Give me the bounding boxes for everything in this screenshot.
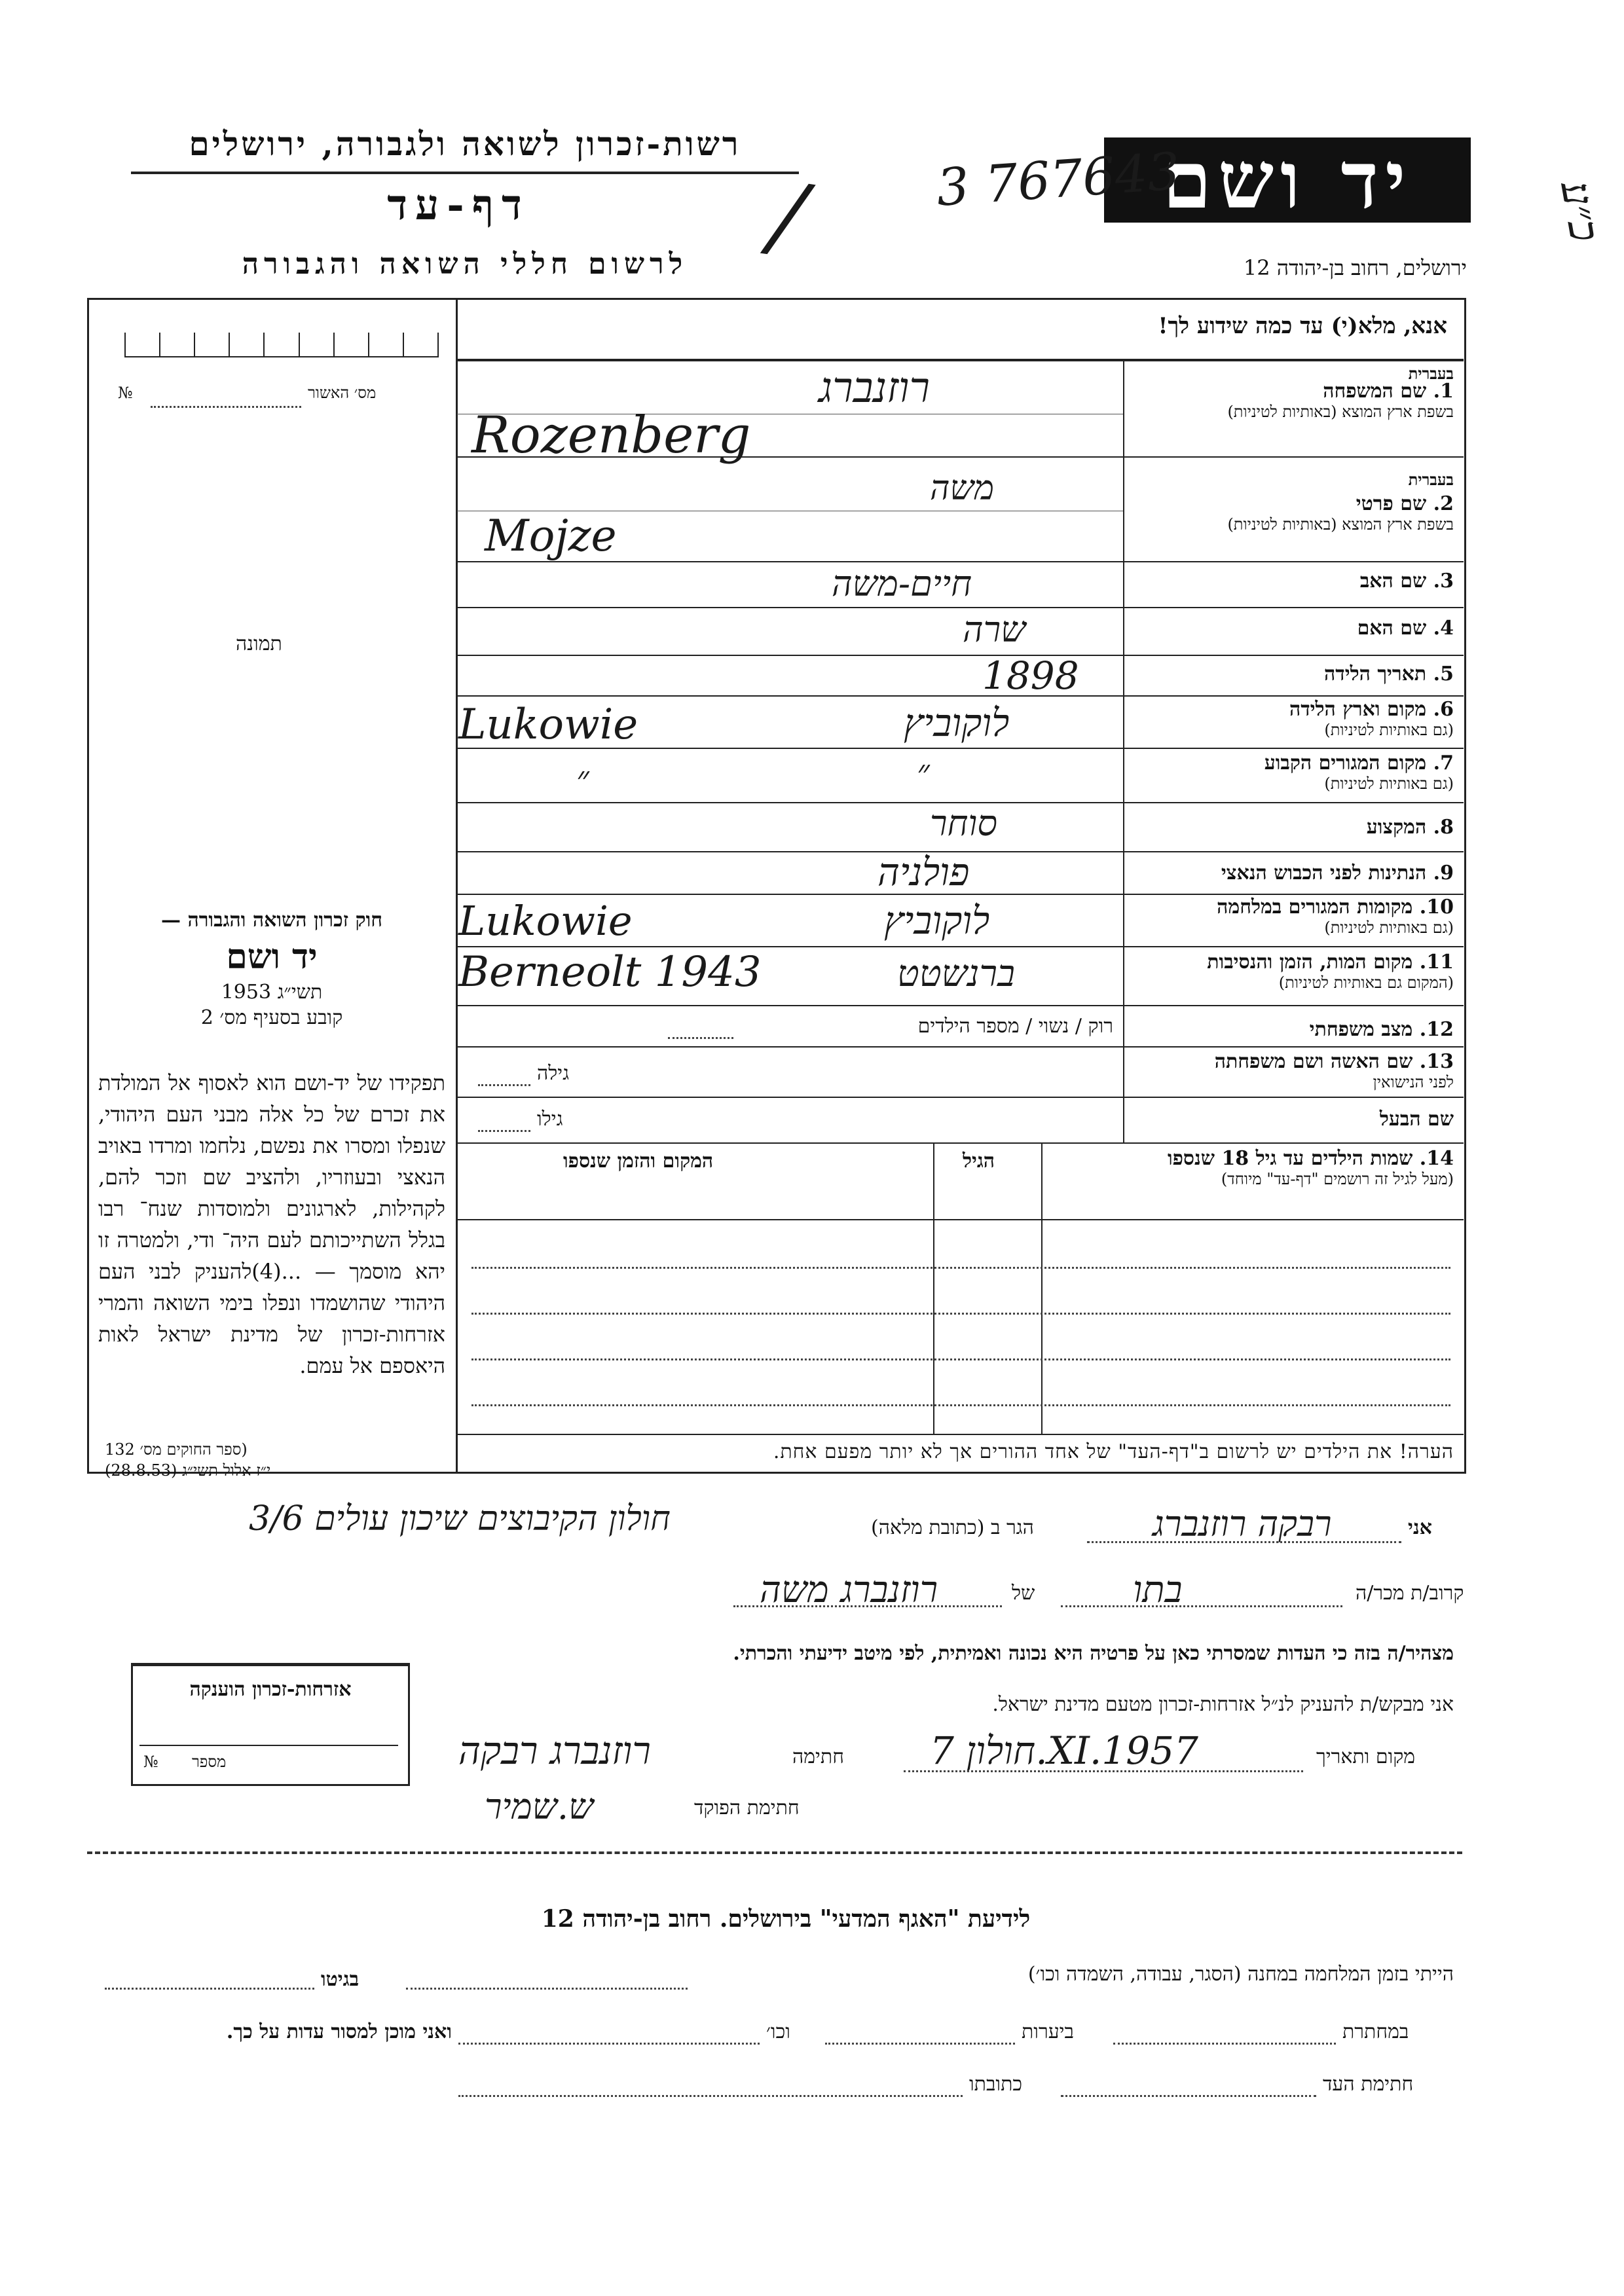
intro-text: אנא, מלא(י) עד כמה שידוע לך! [1158,313,1447,339]
camp-line [406,1988,688,1990]
husband-age-line [478,1130,530,1132]
death-place-hebrew: ברנשטט [897,953,1016,995]
field-profession: 8. המקצוע [1366,816,1454,839]
margin-stroke: / [765,162,811,272]
surname-latin: Rozenberg [471,406,751,465]
children-row [471,1267,1450,1269]
field-father-name: 3. שם האב [1359,570,1454,592]
nationality-value: פולניה [877,850,970,894]
of-name-line [733,1605,1002,1607]
children-count-line [668,1037,733,1039]
footer-witness-signature: חתימת העד [1323,2073,1414,2096]
hebrew-tag: בעברית [1408,470,1454,489]
yad-vashem-logo: יד ושם [1104,137,1471,223]
death-place-latin: Berneolt 1943 [458,948,762,996]
row-line [457,946,1464,947]
row-line [457,1097,1464,1098]
children-table-bottom [457,1434,1464,1435]
row-line [457,1142,1464,1144]
children-col-divider [933,1142,934,1434]
relative-label: קרוב/ת מכר/ה [1356,1582,1464,1605]
declarant-name: רבקה רוזנברג [1153,1503,1332,1544]
husband-age-label: גילו [537,1108,563,1131]
resides-label: הגר ב (כתובת מלאה) [871,1516,1034,1539]
field-nationality: 9. הנתינות לפני הכבוש הנאצי [1221,862,1454,884]
footer-separator [87,1851,1462,1854]
witness-signature-line [1061,2095,1316,2097]
field-marital-status: 12. מצב משפחתי [1309,1018,1454,1041]
note: הערה! את הילדים יש לרשום ב"דף-העד" של אחד ההורים אך לא יותר מפעם אחת. [773,1440,1454,1463]
row-line [457,655,1464,656]
law-ref-2: י״ז אלול תשי״ג (28.8.53) [105,1461,271,1480]
relation-line [1061,1605,1342,1607]
wife-age-label: גילה [537,1062,570,1085]
field-mother-name: 4. שם האם [1357,617,1454,640]
approval-boxes [124,333,439,357]
residence-hebrew: ״ [917,753,930,792]
underground-line [1113,2043,1336,2045]
law-block: חוק זכרון השואה והגבורה — יד ושם תשי״ג 1953 קובע בסעיף מס׳ 2 [161,909,382,1029]
field-first-name: 2. שם פרטי בשפת ארץ המוצא (באותיות לטיניות) [1227,492,1454,534]
form-title: דף-עד [387,181,530,230]
children-row [471,1358,1450,1360]
marital-status-options: רוק / נשוי / מספר הילדים [917,1015,1113,1038]
place-date-label: מקום ותאריך [1316,1745,1416,1768]
wife-age-line [478,1084,530,1086]
law-text: תפקידו של יד-ושם הוא לאסוף אל המולדת את זכרם של כל אלה מבני העם היהודי, שנפלו ומסרו את נפשם, נלחמו ומרדו באויב הנאצי ובעוזריו, ולהציב שם וזכר להם, לקהילות, לארגונים ולמוסדות שנח־ רבו בגלל השתייכותם לעם היה־ ודי, ולמטרה זו יהא מוסמך — ...(4)להעניק לבני העם היהודי שהושמדו ונפלו בימי השואה והמרי אזרחות-זכרון של מדינת ישראל לאות היאספם אל עמם. [98,1070,446,1378]
field-birth-place: 6. מקום וארץ הלידה (גם באותיות לטיניות) [1289,698,1454,739]
hebrew-tag: בעברית [1408,364,1454,383]
children-col-divider [1041,1142,1043,1434]
place-date-value: חולון 7.XI.1957 [930,1728,1198,1773]
left-column-divider [456,300,458,1472]
declarant-address: חולון הקיבוצים שיכון עולים 3/6 [249,1499,671,1539]
institution-name: רשות-זכרון לשואה ולגבורה, ירושלים [189,124,741,163]
institution-underline [131,172,799,174]
footer-etc: וכו׳ [766,2020,790,2043]
footer-line1: הייתי בזמן המלחמה במחנה (הסגר, עבודה, השמדה וכו׳) [1027,1963,1454,1986]
row-line [457,607,1464,608]
row-line [457,1046,1464,1048]
of-label: של [1012,1582,1035,1605]
place-date-line [904,1770,1303,1772]
of-name: רוזנברג משה [760,1569,938,1611]
citizenship-box: אזרחות-זכרון הוענקה № מספר [131,1663,410,1786]
footer-address: כתובתו [969,2073,1023,2096]
margin-note: כ״ע [1551,177,1610,246]
children-col-place: המקום והזמן שנספו [563,1150,714,1173]
approval-no: № [118,384,133,402]
children-row [471,1404,1450,1406]
photo-label: תמונה [236,632,282,655]
first-name-latin: Mojze [485,511,617,561]
children-col-age: הגיל [963,1150,995,1173]
approval-label: מס׳ האשור [308,384,377,402]
official-signature: ש.שמיר [485,1786,594,1827]
footer-ghetto: בגיטו [321,1968,360,1991]
birth-place-latin: Lukowie [458,701,638,749]
stamp-number: 3 767643 [934,142,1182,218]
ghetto-line [105,1988,314,1990]
children-row [471,1313,1450,1315]
field-wartime-residence: 10. מקומות המגורים במלחמה (גם באותיות לטיניות) [1217,896,1454,937]
row-line [457,1005,1464,1006]
field-birth-date: 5. תאריך הלידה [1324,663,1454,685]
approval-line [151,406,301,408]
mother-name-value: שרה [963,609,1026,650]
value-column-divider [1123,360,1124,1142]
declaration-request: אני מבקש/ת להעניק לנ״ל אזרחות-זכרון מטעם מדינת ישראל. [992,1693,1454,1716]
relation-value: בתו [1133,1569,1183,1611]
official-signature-label: חתימת הפוקד [694,1796,800,1819]
forests-line [825,2043,1015,2045]
field-surname: 1. שם המשפחה בשפת ארץ המוצא (באותיות לטיניות) [1227,380,1454,421]
field-death-place: 11. מקום המות, הזמן והנסיבות (המקום גם באותיות לטיניות) [1207,951,1454,992]
footer-forests: ביערות [1022,2020,1075,2043]
footer-underground: במחתרת [1342,2020,1409,2043]
address: ירושלים, רחוב בן-יהודה 12 [1243,255,1467,280]
wartime-residence-latin: Lukowie [458,897,633,945]
witness-address-line [458,2095,963,2097]
field-husband-name: שם הבעל [1379,1108,1454,1131]
profession-value: סוחר [930,803,998,844]
etc-line [458,2043,760,2045]
birth-place-hebrew: לוקוביץ [904,701,1010,745]
father-name-value: חיים-משה [832,563,972,604]
wartime-residence-hebrew: לוקוביץ [884,898,990,943]
footer-title: לידיעת "האגף המדעי" בירושלים. רחוב בן-יהודה 12 [541,1905,1031,1933]
declaration-ani: אני [1408,1516,1432,1539]
intro-bar-bottom [457,359,1464,361]
law-ref-1: (ספר החוקים מס׳ 132 [105,1440,248,1459]
field-residence: 7. מקום המגורים הקבוע (גם באותיות לטיניות) [1264,752,1454,793]
row-line [457,695,1464,697]
birth-date-value: 1898 [982,653,1079,698]
field-wife-name: 13. שם האשה ושם משפחתה לפני הנישואין [1214,1050,1454,1091]
children-row-line [457,1219,1464,1220]
children-header: 14. שמות הילדים עד גיל 18 שנספו (מעל לגיל זה רושמים "דף-עד" מיוחד) [1167,1147,1454,1188]
declarant-name-line [1087,1541,1401,1543]
signature: רוזנברג רבקה [458,1728,651,1773]
declaration-statement: מצהיר/ה בזה כי העדות שמסרתי כאן על פרטיה היא נכונה ואמיתית, לפי מיטב ידיעתי והכרתי. [733,1642,1454,1665]
signature-label: חתימה [792,1745,844,1768]
row-line [457,561,1464,562]
residence-latin: ״ [576,759,589,799]
first-name-hebrew: משה [930,469,995,508]
surname-hebrew: רוזנברג [819,364,930,412]
footer-willing: ואני מוכן למסור עדות על כך. [226,2020,452,2043]
form-subtitle: לרשום חללי השואה והגבורה [242,247,688,281]
